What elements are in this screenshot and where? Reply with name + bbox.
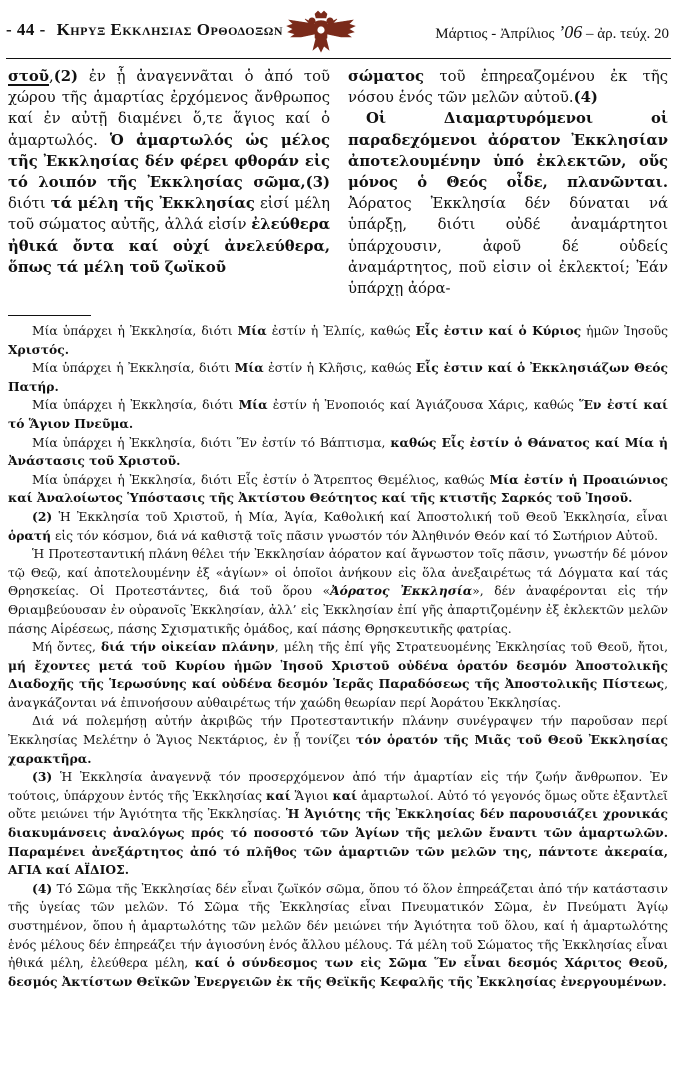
footnote-text: ἁμαρτωλοί. Αὐτό τό γεγονός ὅμως οὔτε ἐξαντλεῖ οὔτε μειώνει τήν Ἁγιότητα τῆς Ἐκκλησίας. bbox=[8, 788, 668, 822]
body-paragraph bbox=[348, 108, 668, 299]
footnote-emphasis: Μία bbox=[238, 397, 268, 413]
body-text: ἐν ᾗ ἀναγεννᾶται ὁ ἀπό τοῦ χώρου τῆς ἁμαρτίας ἐρχόμενος ἄνθρωπος καί ἐν αὐτῇ διαμένει ὅ,τε ἅγιος καί ὁ ἁμαρτωλός. bbox=[8, 68, 330, 149]
footnote-emphasis: Μία ἐστίν ἡ Προαιώνιος καί Ἀναλοίωτος Ὑπόστασις τῆς Ἀκτίστου Θεότητος καί τῆς κτιστῆς Σαρκός τοῦ Ἰησοῦ. bbox=[8, 471, 668, 506]
footnote-emphasis: καί bbox=[332, 787, 358, 803]
footnote-emphasis: (3) bbox=[32, 769, 53, 785]
emphasis-text: τά μέλη τῆς Ἐκκλησίας bbox=[50, 195, 255, 213]
body-text: εἰσί μέλη τοῦ σώματος αὐτῆς, ἀλλά εἰσίν bbox=[8, 195, 330, 234]
footnote-paragraph bbox=[8, 396, 668, 433]
footnote-emphasis: τόν ὁρατόν τῆς Μιᾶς τοῦ Θεοῦ Ἐκκλησίας χαρακτῆρα. bbox=[8, 732, 668, 766]
body-text: , bbox=[49, 68, 54, 85]
body-left-column bbox=[8, 66, 330, 278]
footnote-text: Μία ὑπάρχει ἡ Ἐκκλησία, διότι bbox=[32, 398, 239, 413]
emphasis-text: σώματος bbox=[348, 68, 425, 85]
emphasis-text: Ὁ ἁμαρτωλός ὡς μέλος τῆς Ἐκκλησίας δέν φέρει φθοράν εἰς τό λοιπόν τῆς Ἐκκλησίας σῶμα,(3) bbox=[8, 131, 330, 192]
emphasis-text: Οἱ Διαμαρτυρόμενοι οἱ παραδεχόμενοι ἀόρατον Ἐκκλησίαν ἀποτελουμένην ὑπό ἐκλεκτῶν, οὕς μόνος ὁ Θεός οἶδε, πλανῶνται. bbox=[348, 110, 668, 192]
body-text: τοῦ ἐπηρεαζομένου ἐκ τῆς νόσου ἑνός τῶν μελῶν αὐτοῦ. bbox=[348, 68, 668, 107]
footnote-emphasis: Ἀόρατος Ἐκκλησία bbox=[330, 583, 473, 599]
footnote-text: ἐστίν ἡ Κλῆσις, καθώς bbox=[263, 361, 416, 376]
issue-info bbox=[435, 22, 669, 43]
footnote-text: Μία ὑπάρχει ἡ Ἐκκλησία, διότι bbox=[32, 324, 238, 338]
footnote-text: Μία ὑπάρχει ἡ Ἐκκλησία, διότι bbox=[32, 361, 235, 376]
footnote-emphasis: καί ὁ σύνδεσμος των εἰς Σῶμα Ἕν εἶναι δεσμός Χάριτος Θεοῦ, δεσμός Ἀκτίστων Θεϊκῶν Ἐνεργειῶν ἐκ τῆς Θεϊκῆς Κεφαλῆς τῆς Ἐκκλησίας ἐνεργουμένων. bbox=[8, 955, 668, 989]
footnote-text: Ἡ Προτεσταντική πλάνη θέλει τήν Ἐκκλησίαν ἀόρατον καί ἄγνωστον τοῖς πᾶσιν, γνωστήν δέ μόνον τῷ Θεῷ, καί ἀποτελουμένην ἐξ «ἁγίων» οἱ ὁποῖοι ἀνήκουν εἰς ὅλα ἀνεξαιρέτως τά Δόγματα καί τάς Θρησκείας. Οἱ Προτεστάντες, διά τοῦ ὅρου « bbox=[8, 547, 668, 599]
page-number: - 44 - bbox=[6, 20, 46, 39]
footnote-emphasis: ὁρατή bbox=[8, 527, 52, 543]
footnote-paragraph bbox=[8, 545, 668, 638]
footnote-emphasis: καθώς Εἷς ἐστίν ὁ Θάνατος καί Μία ἡ Ἀνάστασις τοῦ Χριστοῦ. bbox=[8, 434, 669, 469]
footnote-text: Ἡ Ἐκκλησία ἀναγεννᾷ τόν προσερχόμενον ἀπό τήν ἁμαρτίαν εἰς τήν ζωήν ἄνθρωπον. Ἐν τούτοις, ὑπάρχουν ἐντός τῆς Ἐκκλησίας bbox=[8, 770, 668, 803]
footnote-paragraph bbox=[8, 638, 668, 712]
footnote-emphasis: Ἕν ἐστί καί τό Ἅγιον Πνεῦμα. bbox=[8, 397, 668, 431]
footnote-paragraph bbox=[8, 322, 668, 359]
footnote-text: Μή ὄντες, bbox=[32, 640, 102, 655]
footnote-emphasis: Μία bbox=[234, 360, 264, 376]
footnote-ref: (2) bbox=[53, 68, 79, 85]
footnote-paragraph bbox=[8, 768, 668, 880]
footnote-emphasis: (4) bbox=[32, 880, 53, 896]
footnote-paragraph bbox=[8, 712, 668, 768]
body-right-column bbox=[348, 66, 668, 299]
footnote-ref: (4) bbox=[573, 89, 598, 107]
footnote-emphasis: Μία bbox=[237, 323, 267, 338]
footnote-emphasis: μή ἔχοντες μετά τοῦ Κυρίου ἡμῶν Ἰησοῦ Χριστοῦ οὐδένα ὁρατόν δεσμόν Ἀποστολικῆς Διαδοχῆς τῆς Ἱερωσύνης καί οὐδένα δεσμόν Ἱερᾶς Παραδόσεως τῆς Ἀποστολικῆς Πίστεως bbox=[8, 657, 668, 692]
footnote-text: Μία ὑπάρχει ἡ Ἐκκλησία, διότι Ἕν ἐστίν τό Βάπτισμα, bbox=[32, 435, 391, 450]
footnote-paragraph bbox=[8, 434, 668, 471]
journal-title: Κηρυξ Εκκλησιασ Ορθοδοξων bbox=[56, 20, 284, 39]
footnote-text: , μέλη τῆς ἐπί γῆς Στρατευομένης Ἐκκλησίας τοῦ Θεοῦ, ἤτοι, bbox=[274, 640, 669, 655]
footnote-text: ἐστίν ἡ Ἑνοποιός καί Ἁγιάζουσα Χάρις, καθώς bbox=[267, 398, 580, 413]
footnote-text: Ἡ Ἐκκλησία τοῦ Χριστοῦ, ἡ Μία, Ἁγία, Καθολική καί Ἀποστολική τοῦ Θεοῦ Ἐκκλησία, εἶναι bbox=[52, 509, 668, 524]
body-paragraph bbox=[8, 66, 330, 278]
double-headed-eagle-icon bbox=[285, 10, 357, 54]
footnote-emphasis: Χριστός. bbox=[8, 341, 69, 357]
footnote-emphasis: Εἷς ἐστιν καί ὁ Κύριος bbox=[415, 323, 582, 338]
footnote-emphasis: καί bbox=[266, 787, 291, 803]
body-text: Ἀόρατος Ἐκκλησία δέν δύναται νά ὑπάρξῃ, διότι οὐδέ ἀναμάρτητοι ὑπάρχουσιν, ἀφοῦ δέ οὐδείς ἀναμάρτητος, ποῦ εἰσιν οἱ ἐκλεκτοί; Ἐάν ὑπάρχῃ ἀόρα- bbox=[348, 195, 668, 298]
body-paragraph bbox=[348, 66, 668, 108]
issue-number: – ἀρ. τεύχ. 20 bbox=[582, 26, 669, 42]
footnotes-section bbox=[8, 322, 668, 991]
footnote-text: , ἀναγκάζονται νά ἐπινοήσουν αὐθαιρέτως τήν χαώδη θεωρίαν περί Ἀοράτου Ἐκκλησίας. bbox=[8, 677, 668, 710]
emphasis-text: ἐλεύθερα ἠθικά ὄντα καί οὐχί ἀνελεύθερα, ὅπως τά μέλη τοῦ ζωϊκοῦ bbox=[8, 216, 330, 276]
footnote-emphasis: διά τήν οἰκείαν πλάνην bbox=[101, 639, 275, 655]
footnote-divider bbox=[8, 315, 91, 316]
issue-months: Μάρτιος - Ἀπρίλιος bbox=[435, 26, 559, 42]
footnote-text: ἐστίν ἡ Ἐλπίς, καθώς bbox=[266, 324, 416, 338]
header-left bbox=[6, 20, 283, 40]
page-header bbox=[0, 10, 679, 60]
footnote-paragraph bbox=[8, 359, 668, 396]
footnote-text: Τό Σῶμα τῆς Ἐκκλησίας δέν εἶναι ζωϊκόν σῶμα, ὅπου τό ὅλον ἐπηρεάζεται ἀπό τήν κατάστασιν τῆς ὑγείας τῶν μελῶν. Τό Σῶμα τῆς Ἐκκλησίας εἶναι Πνευματικόν Σῶμα, ἐν Πνεύματι Ἁγίῳ συστημένον, ὅπου ἡ ἁμαρτωλότης τῶν μελῶν δέν μειώνει τήν Ἁγιότητα τοῦ ὅλου, καί ἡ ἁμαρτωλότης ἑνός μέλους δέν ἐπηρεάζει τήν ἁγιοσύνη ἑνός ἄλλου μέλους. Τά μέλη τοῦ Σώματος τῆς Ἐκκλησίας εἶναι ἠθικά μέλη, ἐλεύθερα μέλη, bbox=[8, 881, 668, 971]
header-divider bbox=[6, 58, 671, 59]
footnote-text: Ἅγιοι bbox=[290, 788, 333, 803]
body-text: διότι bbox=[8, 195, 51, 213]
footnote-emphasis: Εἷς ἐστιν καί ὁ Ἐκκλησιάζων Θεός Πατήρ. bbox=[8, 360, 668, 394]
footnote-emphasis: Ἡ Ἁγιότης τῆς Ἐκκλησίας δέν παρουσιάζει χρονικάς διακυμάνσεις ἀναλόγως πρός τό ποσοστό τῶν Ἁγίων τῆς μελῶν ἔναντι τῶν ἁμαρτωλῶν. Παραμένει ἀνεξάρτητος ἀπό τό πλῆθος τῶν ἁμαρτιῶν τῶν μελῶν της, πάντοτε ἀκεραία, ΑΓΙΑ καί ΑΪΔΙΟΣ. bbox=[8, 806, 668, 878]
footnote-text: Μία ὑπάρχει ἡ Ἐκκλησία, διότι Εἷς ἐστίν ὁ Ἄτρεπτος Θεμέλιος, καθώς bbox=[32, 472, 490, 487]
footnote-paragraph bbox=[8, 508, 668, 545]
footnote-text: εἰς τόν κόσμον, διά νά καθιστᾷ τοῖς πᾶσιν γνωστόν τόν Ἀληθινόν Θεόν καί τό Σωτήριον Αὐτοῦ. bbox=[51, 528, 658, 543]
footnote-emphasis: (2) bbox=[32, 508, 53, 524]
footnote-text: », δέν ἀναφέρονται εἰς τήν Θριαμβεύουσαν ἐν οὐρανοῖς Ἐκκλησίαν, ἀλλ’ εἰς Ἐκκλησίαν ἐπί γῆς ἀπαρτιζομένην ἐξ ἐκλεκτῶν μελῶν πάσης Αἱρέσεως, πάσης Σχισματικῆς ὁμάδος, καί πάσης Θρησκευτικῆς φατρίας. bbox=[8, 584, 668, 636]
footnote-text: Διά νά πολεμήσῃ αὐτήν ἀκριβῶς τήν Προτεσταντικήν πλάνην συνέγραψεν τήν παροῦσαν περί Ἐκκλησίας Μελέτην ὁ Ἅγιος Νεκτάριος, ἐν ᾗ τονίζει bbox=[8, 714, 668, 748]
issue-year: ’06 bbox=[558, 22, 583, 42]
footnote-paragraph bbox=[8, 471, 668, 508]
emphasis-text: στοῦ bbox=[8, 68, 50, 85]
footnote-paragraph bbox=[8, 880, 668, 992]
footnote-text: ἡμῶν Ἰησοῦς bbox=[581, 324, 668, 338]
